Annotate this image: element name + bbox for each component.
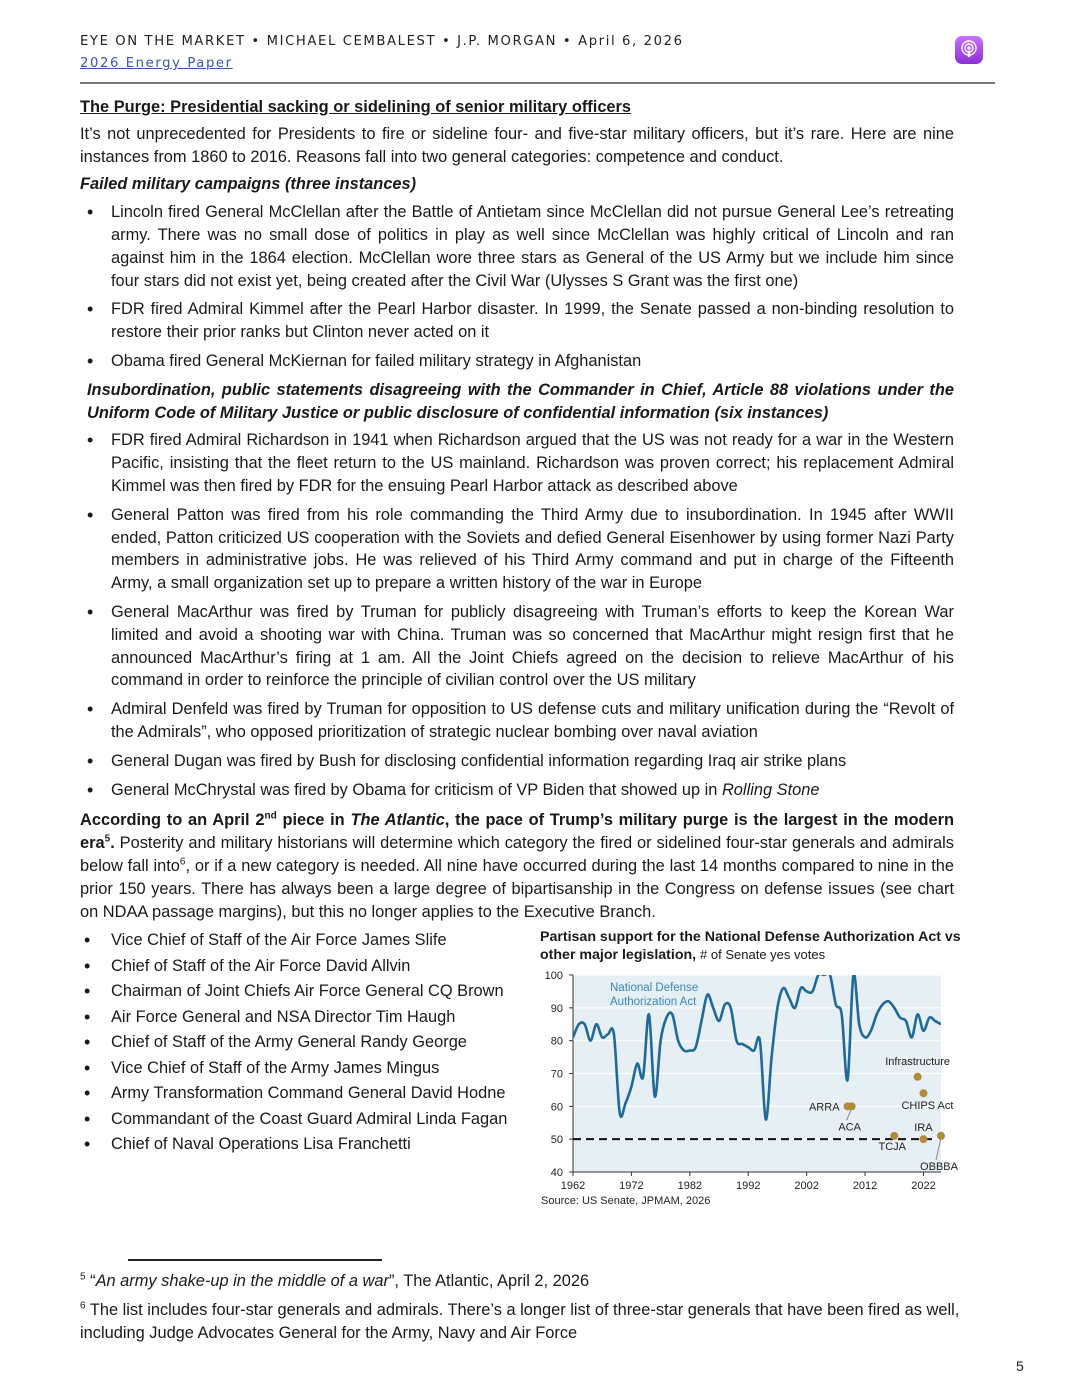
article-title: An army shake-up in the middle of a war [95,1272,389,1290]
footnotes [80,1270,960,1350]
page-number: 5 [1016,1358,1024,1374]
list-item [111,779,954,802]
intro-paragraph: It’s not unprecedented for Presidents to fire or sideline four- and five-star military officers, but it’s rare. Here are nine instances from 1860 to 2016. Reasons fall into two general categories: competence and conduct. [80,124,954,166]
chart-title-text: Partisan support for the National Defense Authorization Act vs other major legislation, [540,929,961,963]
point-label: Infrastructure [885,1055,951,1068]
lead-text: piece in [276,811,351,830]
energy-paper-link[interactable]: 2026 Energy Paper [80,56,233,71]
point-label: ARRA [808,1101,840,1114]
point-label: ACA [838,1121,861,1134]
item-italic: Rolling Stone [721,780,820,799]
lead-text: , the pace of Trump’s military purge is the largest in the modern era [80,811,954,853]
list-item: • Air Force General and NSA Director Tim Haugh [80,1005,540,1031]
footnote-6 [80,1299,960,1345]
y-tick-label: 80 [550,1035,563,1048]
category-heading-insubordination: Insubordination, public statements disagreeing with the Commander in Chief, Article 88 violations under the Uniform Code of Military Justice or public disclosure of confidential information (six instances) [87,380,954,422]
footnote-divider [128,1259,382,1261]
series-label: Authorization Act [610,996,697,1008]
y-tick-label: 40 [550,1167,563,1179]
chart-plot [540,928,965,1218]
footnote-ref[interactable]: 6 [179,856,186,868]
list-item: • General Patton was fired from his role commanding the Third Army due to insubordination. In 1945 after WWII ended, Patton criticized US cooperation with the Soviets and defied General Eisenhower by using former Nazi Party members in administrative jobs. He was relieved of his Third Army command and put in charge of the Fifteenth Army, a small organization set up to prepare a written history of the war in Europe [111,504,954,595]
y-tick-label: 50 [550,1134,563,1147]
y-tick-label: 70 [550,1068,563,1081]
footnote-number: 6 [80,1300,86,1312]
list-item: • Chief of Staff of the Air Force David Allvin [80,954,540,980]
list-item: • Lincoln fired General McClellan after the Battle of Antietam since McClellan did not pursue General Lee’s retreating army. There was no small dose of politics in play as well since McClellan was highly critical of Lincoln and ran against him in the 1864 election. McClellan wore three stars as General of the US Army but we include him since four stars did not exist yet, being created after the Civil War (Ulysses S Grant was the first one) [111,201,954,292]
footnote-number: 5 [80,1271,86,1283]
list-item: • Army Transformation Command General David Hodne [80,1081,540,1107]
campaigns-list [80,201,954,373]
y-tick-label: 100 [544,970,563,982]
insubordination-list [80,429,954,801]
x-tick-label: 2012 [852,1180,878,1192]
x-tick-label: 1992 [735,1180,761,1192]
legislation-point [848,1102,856,1110]
section-title: The Purge: Presidential sacking or sidelining of senior military officers [80,98,632,116]
page-header [80,34,995,72]
footnote-5 [80,1270,960,1293]
ordinal-suffix: nd [264,810,277,822]
chart-source: Source: US Senate, JPMAM, 2026 [541,1195,711,1207]
list-item: • General Dugan was fired by Bush for disclosing confidential information regarding Iraq air strike plans [111,750,954,773]
article-body [80,96,954,923]
list-item: • Chief of Staff of the Army General Randy George [80,1030,540,1056]
footnote-text: The list includes four-star generals and admirals. There’s a longer list of three-star generals that have been fired as well, including Judge Advocates General for the Army, Navy and Air Force [80,1300,960,1342]
publication-name: The Atlantic [350,811,445,830]
legislation-point [937,1132,945,1140]
podcast-icon[interactable] [955,36,983,64]
series-label: National Defense [610,982,699,994]
list-item: • Vice Chief of Staff of the Air Force James Slife [80,928,540,954]
list-item: • Chairman of Joint Chiefs Air Force General CQ Brown [80,979,540,1005]
legislation-point [919,1089,927,1097]
x-tick-label: 2022 [911,1180,936,1192]
lead-text: According to an April 2 [80,811,265,830]
body-text: , or if a new category is needed. All nine have occurred during the last 14 months compared to nine in the prior 150 years. There has always been a large degree of bipartisanship in the Congress on defense issues (see chart on NDAA passage margins), but this no longer applies to the Executive Branch. [80,856,955,921]
point-label: CHIPS Act [901,1100,954,1113]
legislation-point [919,1135,927,1143]
legislation-point [914,1073,922,1081]
y-tick-label: 90 [550,1002,563,1015]
footnote-ref[interactable]: 5 [104,833,111,845]
point-label: TCJA [878,1140,907,1153]
list-item: • Vice Chief of Staff of the Army James Mingus [80,1056,540,1082]
x-tick-label: 1962 [560,1180,586,1192]
item-text: General McChrystal was fired by Obama for criticism of VP Biden that showed up in [111,780,722,799]
point-label: IRA [914,1122,933,1135]
y-tick-label: 60 [550,1101,563,1114]
ndaa-chart [540,928,965,1218]
list-item: • Obama fired General McKiernan for failed military strategy in Afghanistan [111,350,954,373]
list-item: • FDR fired Admiral Richardson in 1941 when Richardson argued that the US was not ready for a war in the Western Pacific, insisting that the fleet return to the US mainland. Richardson was proven correct; his replacement Admiral Kimmel was then fired by FDR for the ensuing Pearl Harbor attack as described above [111,429,954,497]
list-item: • Commandant of the Coast Guard Admiral Linda Fagan [80,1107,540,1133]
footnote-text: “ [85,1272,96,1290]
list-item: • FDR fired Admiral Kimmel after the Pearl Harbor disaster. In 1999, the Senate passed a non-binding resolution to restore their prior ranks but Clinton never acted on it [111,298,954,344]
body-text: Posterity and military historians will determine which category the fired or sidelined four-star generals and admirals below fall into [80,834,954,875]
category-heading-campaigns: Failed military campaigns (three instances) [80,175,417,194]
list-item: • Chief of Naval Operations Lisa Franchetti [80,1132,540,1158]
header-divider [80,82,995,84]
list-item: • Admiral Denfeld was fired by Truman for opposition to US defense cuts and military unification during the “Revolt of the Admirals”, who opposed prioritization of strategic nuclear bombing over naval aviation [111,698,954,744]
x-tick-label: 1972 [619,1180,644,1192]
list-item: • General MacArthur was fired by Truman for publicly disagreeing with Truman’s efforts to keep the Korean War limited and avoid a shooting war with China. Truman was so concerned that MacArthur might resign first that he announced MacArthur’s firing at 1 am. All the Joint Chiefs agreed on the decision to relieve MacArthur of his command in order to reinforce the principle of civilian control over the US military [111,601,954,692]
x-tick-label: 1982 [677,1180,703,1192]
chart-subtitle: # of Senate yes votes [700,947,826,962]
lead-text: . [110,834,115,853]
legislation-point [890,1132,898,1140]
lead-paragraph [80,809,954,923]
point-label: OBBBA [920,1160,958,1173]
purged-officers-list [80,928,540,1158]
x-tick-label: 2002 [794,1180,819,1192]
header-title: EYE ON THE MARKET • MICHAEL CEMBALEST • J.P. MORGAN • April 6, 2026 [80,34,684,49]
footnote-text: ”, The Atlantic, April 2, 2026 [388,1272,590,1290]
